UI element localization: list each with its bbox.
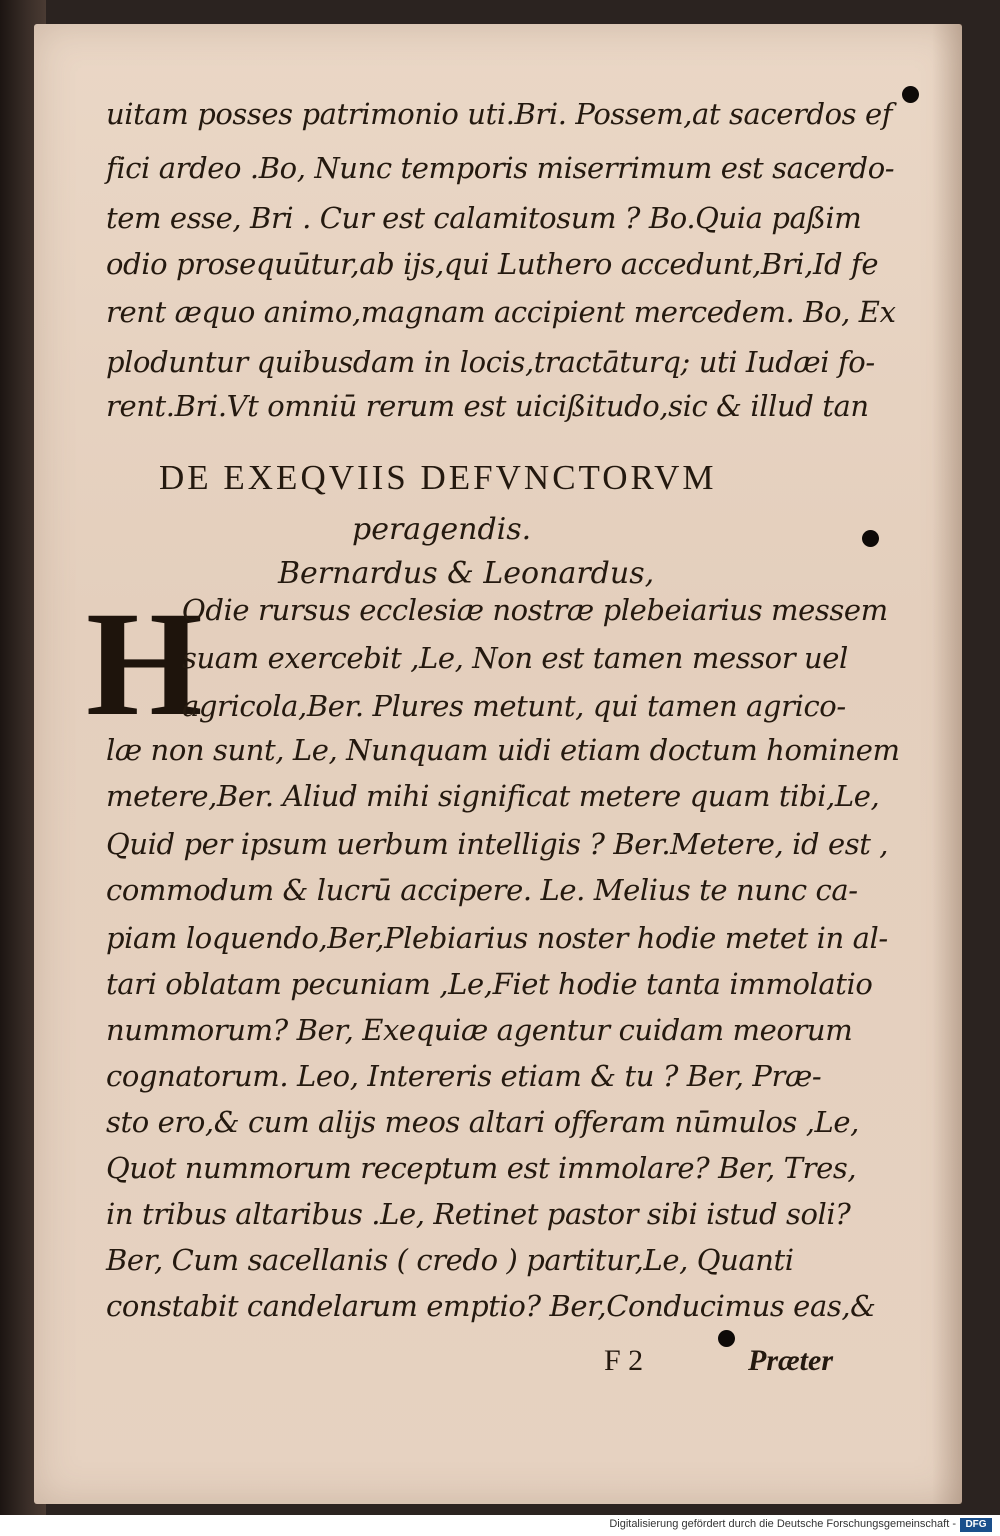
hole-punch-mark — [718, 1330, 735, 1347]
hole-punch-mark — [862, 530, 879, 547]
section-heading: DE EXEQVIIS DEFVNCTORVM — [159, 458, 717, 497]
dfg-logo-icon: DFG — [960, 1518, 992, 1532]
text-line: tem esse, Bri . Cur est calamitosum ? Bo.Quia paßim — [106, 201, 862, 235]
drop-capital: H — [86, 581, 203, 747]
text-line: in tribus altaribus .Le, Retinet pastor sibi istud soli? — [106, 1197, 851, 1231]
text-line: piam loquendo,Ber,Plebiarius noster hodie metet in al- — [106, 921, 888, 955]
text-line: Ber, Cum sacellanis ( credo ) partitur,Le, Quanti — [106, 1243, 794, 1277]
text-line: tari oblatam pecuniam ,Le,Fiet hodie tanta immolatio — [106, 967, 873, 1001]
text-line: Quid per ipsum uerbum intelligis ? Ber.Metere, id est , — [106, 827, 889, 861]
text-line: fici ardeo .Bo, Nunc temporis miserrimum est sacerdo- — [106, 151, 895, 185]
text-line: metere,Ber. Aliud mihi significat metere quam tibi,Le, — [106, 779, 880, 813]
text-line: nummorum? Ber, Exequiæ agentur cuidam meorum — [106, 1013, 853, 1047]
section-subheading: peragendis. — [352, 512, 532, 547]
text-line: læ non sunt, Le, Nunquam uidi etiam doctum hominem — [106, 733, 900, 767]
hole-punch-mark — [902, 86, 919, 103]
text-line: odio prosequūtur,ab ijs,qui Luthero accedunt,Bri,Id fe — [106, 247, 879, 281]
text-line: sto ero,& cum alijs meos altari offeram nūmulos ,Le, — [106, 1105, 859, 1139]
text-line: uitam posses patrimonio uti.Bri. Possem,at sacerdos ef — [106, 97, 893, 131]
dialogue-speakers: Bernardus & Leonardus, — [278, 556, 655, 591]
text-line: constabit candelarum emptio? Ber,Conducimus eas,& — [106, 1289, 876, 1323]
signature-mark: F 2 — [604, 1344, 644, 1377]
text-line: rent æquo animo,magnam accipient mercedem. Bo, Ex — [106, 295, 896, 329]
text-line: agricola,Ber. Plures metunt, qui tamen agrico- — [182, 689, 846, 723]
text-line: rent.Bri.Vt omniū rerum est uicißitudo,sic & illud tan — [106, 389, 869, 423]
credit-bar — [0, 1515, 1000, 1536]
text-line: suam exercebit ,Le, Non est tamen messor uel — [182, 641, 848, 675]
text-line: Quot nummorum receptum est immolare? Ber, Tres, — [106, 1151, 857, 1185]
text-line: commodum & lucrū accipere. Le. Melius te nunc ca- — [106, 873, 858, 907]
catchword: Præter — [748, 1344, 833, 1377]
text-line: Odie rursus ecclesiæ nostræ plebeiarius messem — [182, 593, 888, 627]
book-page — [34, 24, 962, 1504]
text-line: ploduntur quibusdam in locis,tractāturq; uti Iudæi fo- — [106, 345, 875, 379]
funding-credit: Digitalisierung gefördert durch die Deutsche Forschungsgemeinschaft - — [609, 1518, 956, 1530]
text-line: cognatorum. Leo, Intereris etiam & tu ? Ber, Præ- — [106, 1059, 822, 1093]
